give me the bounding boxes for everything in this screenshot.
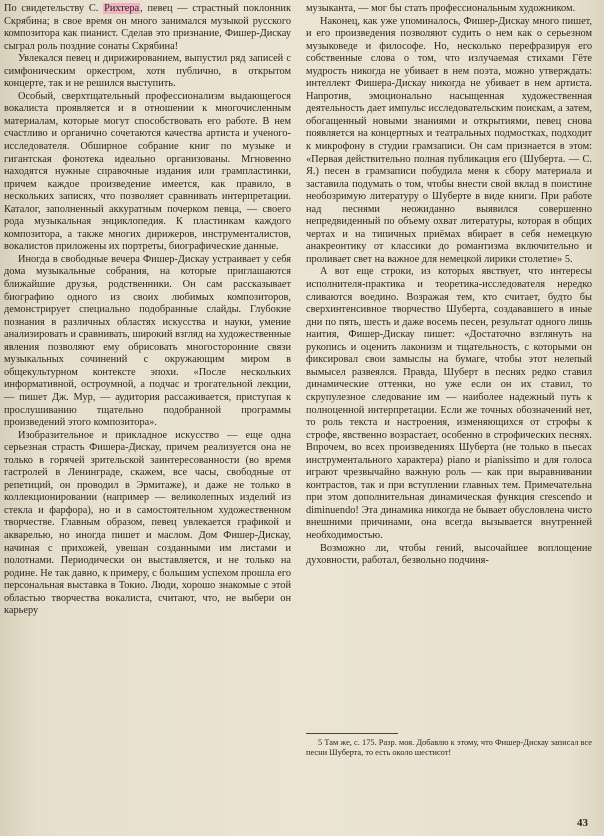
paragraph-continuation: музыканта, — мог бы стать профессиональным художником. [306, 3, 576, 14]
paragraph-genius: Возможно ли, чтобы гений, высочайшее воплощение духовности, работал, безвольно подчиня- [306, 542, 592, 567]
page-number: 43 [577, 817, 588, 829]
paragraph-fine-arts: Изобразительное и прикладное искусство — еще одна серьезная страсть Фишера-Дискау, причем реализуется она не только в горячей зрительской заинтересованности (во время гастролей в Ленинграде, скажем, все часы, свободные от репетиций, он проводил в Эрмитаже), и даже не только в коллекционировании (например — великолепных изделий из стекла и фарфора), но и в самостоятельном художественном творчестве. Главным образом, певец увлекается графикой и акварелью, но иногда пишет и маслом. Дом Фишер-Дискау, начиная с прихожей, увешан созданными им листами и полотнами. Периодически он выставляется, и не только на родине. Не так давно, к примеру, с большим успехом прошла его персональная выставка в Токио. Люди, хорошо знакомые с этой областью творчества вокалиста, считают, что, не выбери он карьеру [4, 429, 291, 617]
paragraph-richter [4, 3, 291, 53]
paragraph-text: , певец — страстный поклонник Скрябина; в свое время он много занимался музыкой русского композитора как пианист. Сделав это признание, Фишер-Дискау сыграл роль поздние сонаты Скрябина! [4, 3, 291, 52]
paragraph-text: По свидетельству С. [4, 3, 104, 14]
footnote: 5 Там же, с. 175. Разр. моя. Добавлю к этому, что Фишер-Дискау записал все песни Шуберта, то есть около шестисот! [306, 738, 592, 758]
right-column [306, 3, 592, 568]
paragraph-professionalism: Особый, сверхтщательный профессионализм выдающегося вокалиста проявляется и в отношении к многочисленным материалам, которые могут способствовать его работе. В нем счастливо и органично сочетаются качества артиста и ученого-исследователя. Обширное собрание книг по музыке и гигантская фонотека идеально организованы. Мгновенно находятся нужные справочные издания или грампластинки, причем каждое произведение имеется, как правило, в нескольких записях, что позволяет сравнивать интерпретации. Каталог, заполненный аккуратным почерком певца, — своего рода музыкальная энциклопедия. К пластинкам каждого композитора, а также многих дирижеров, инструменталистов, вокалистов приложены их портреты, биографические данные. [4, 90, 291, 253]
paragraph-home-evenings: Иногда в свободные вечера Фишер-Дискау устраивает у себя дома музыкальные собрания, на которые приглашаются ближайшие друзья, родственники. Он сам рассказывает биографию одного из своих любимых композиторов, демонстрирует специально подобранные слайды. Глубокие познания в различных областях искусства и науки, умение анализировать и сравнивать, широкий взгляд на художественные явления позволяют ему обрисовать многосторонние связи музыкальных сочинений с окружающим миром в общекультурном контексте эпохи. «После нескольких информативной, остроумной, а подчас и трогательной лекции, — пишет Дж. Мур, — аудитория рассаживается, приступая к прослушиванию тщательно подобранной программы произведений этого композитора». [4, 253, 291, 429]
paragraph-conducting: Увлекался певец и дирижированием, выпустил ряд записей с симфоническим оркестром, хотя публично, в открытом концерте, так и не решился выступить. [4, 53, 291, 90]
paragraph-schubert-dynamics: А вот еще строки, из которых явствует, что интересы исполнителя-практика и теоретика-исследователя нередко сливаются воедино. Возражая тем, кто считает, будто бы сверхинтенсивное творчество Шуберта, создававшего в иные дни по пять, шесть и даже восемь песен, результат одного лишь наития, Фишер-Дискау пишет: «Достаточно взглянуть на рукопись и оценить лаконизм и тщательность, с которыми он фиксировал свои замыслы на бумаге, чтобы этот нелепый вымысел развеялся. Правда, Шуберт в песнях редко ставил динамические оттенки, но уже если он их ставил, то скрупулезное следование им — наиболее надежный путь к полноценной интерпретации. Если же точных обозначений нет, то роль текста и настроения, изменяющихся от строфы к строфе, явственно возрастает, особенно в строфических песнях. Впрочем, во всех произведениях Шуберта (не только в пьесах инструментального характера) piano и pianissimo и для голоса играют чрезвычайно важную роль — как при выравнивании контрастов, так и при вступлении главных тем. Примечательна при этом дополнительная динамическая функция crescendo и diminuendo! Эта динамика никогда не бывает обусловлена чисто внешними причинами, она всегда вызывается внутренней необходимостью. [306, 266, 592, 541]
footnote-divider [306, 733, 398, 734]
left-column [4, 3, 291, 618]
paragraph-writing: Наконец, как уже упоминалось, Фишер-Дискау много пишет, и его произведения позволяют судить о нем как о серьезном музыковеде и философе. Но, несколько перефразируя его собственные слова о том, что излучаемая стихами Гёте мудрость никогда не убивает в нем поэта, можно утверждать: интеллект Фишера-Дискау никогда не убивает в нем артиста. Напротив, эмоционально насыщенная художественная деятельность дает импульс исследовательским поискам, а затем, обогащенный новыми знаниями и открытиями, певец снова появляется на концертных и театральных подмостках, подходит к микрофону в студии грамзаписи. Он сам признается в этом: «Первая действительно полная публикация его (Шуберта. — С. Я.) песен в грамзаписи побудила меня к сбору материала и заставила подумать о том, чтобы внести свой вклад в поистине необозримую литературу о Шуберте в виде книги. При работе над песнями неожиданно выявился совершенно непредвиденный по объему охват литературы, которая в общих чертах и на типичных приёмах вбирает в себя немецкую анакреонтику от классики до романтизма включительно и проливает свет на важное для немецкой лирики столетие» 5. [306, 15, 592, 265]
highlighted-name: Рихтера [104, 3, 140, 14]
